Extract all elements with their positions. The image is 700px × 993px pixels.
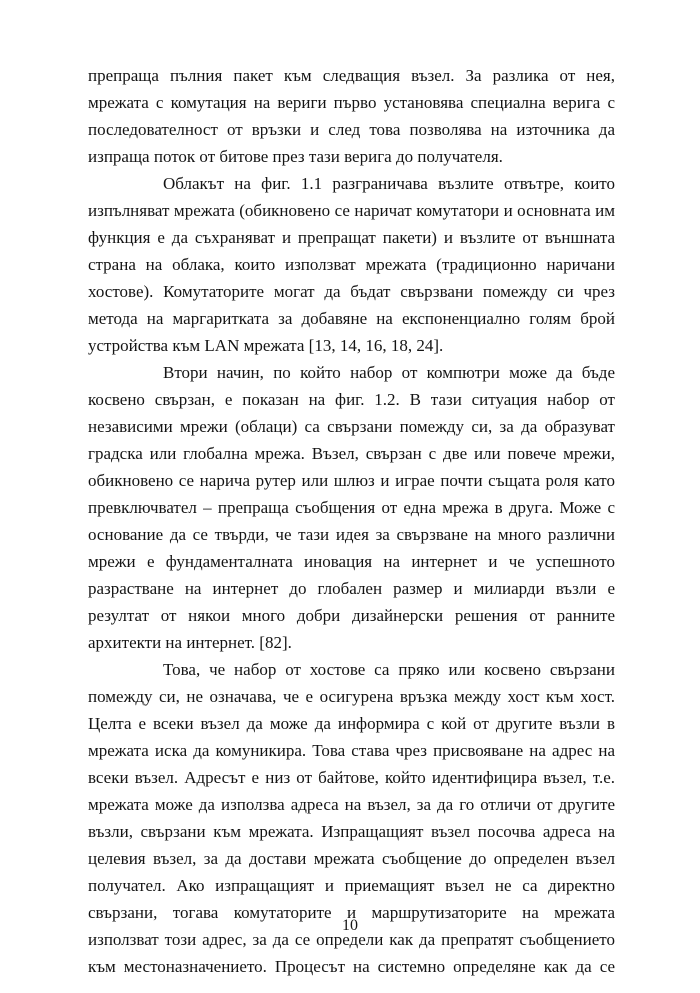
paragraph-cloud-switches: Облакът на фиг. 1.1 разграничава възлите отвътре, които изпълняват мрежата (обикновено се наричат комутатори и основната им функция е да съхраняват и препращат пакети) и възлите от външната страна на облака, които използват мрежата (традиционно наричани хостове). Комутаторите могат да бъдат свързвани помежду си чрез метода на маргаритката за добавяне на експоненциално голям брой устройства към LAN мрежата [13, 14, 16, 18, 24]. <box>88 174 615 355</box>
paragraph-continuation: препраща пълния пакет към следващия възел. За разлика от нея, мрежата с комутация на вериги първо установява специална верига с последователност от връзки и след това позволява на източника да изпраща поток от битове през тази верига до получателя. <box>88 66 615 166</box>
paragraph-internetworks: Втори начин, по който набор от компютри може да бъде косвено свързан, е показан на фиг. 1.2. В тази ситуация набор от независими мрежи (облаци) са свързани помежду си, за да образуват градска или глобална мрежа. Възел, свързан с две или повече мрежи, обикновено се нарича рутер или шлюз и играе почти същата роля като превключвател – препраща съобщения от една мрежа в друга. Може с основание да се твърди, че тази идея за свързване на много различни мрежи е фундаменталната иновация на интернет и че успешното разрастване на интернет до глобален размер и милиарди възли е резултат от някои много добри дизайнерски решения от ранните архитекти на интернет. [82]. <box>88 363 615 652</box>
page-number: 10 <box>342 917 358 934</box>
body-text <box>88 62 615 980</box>
paragraph-addressing: Това, че набор от хостове са пряко или косвено свързани помежду си, не означава, че е осигурена връзка между хост към хост. Целта е всеки възел да може да информира с кой от другите възли в мрежата иска да комуникира. Това става чрез присвояване на адрес на всеки възел. Адресът е низ от байтове, който идентифицира възел, т.е. мрежата може да използва адреса на възел, за да го отличи от другите възли, свързани към мрежата. Изпращащият възел посочва адреса на целевия възел, за да достави мрежата съобщение до определен възел получател. Ако изпращащият и приемащият възел не са директно свързани, тогава комутаторите и маршрутизаторите на мрежата използват този адрес, за да се определи как да препратят съобщението към местоназначението. Процесът на системно определяне как да се <box>88 660 615 976</box>
